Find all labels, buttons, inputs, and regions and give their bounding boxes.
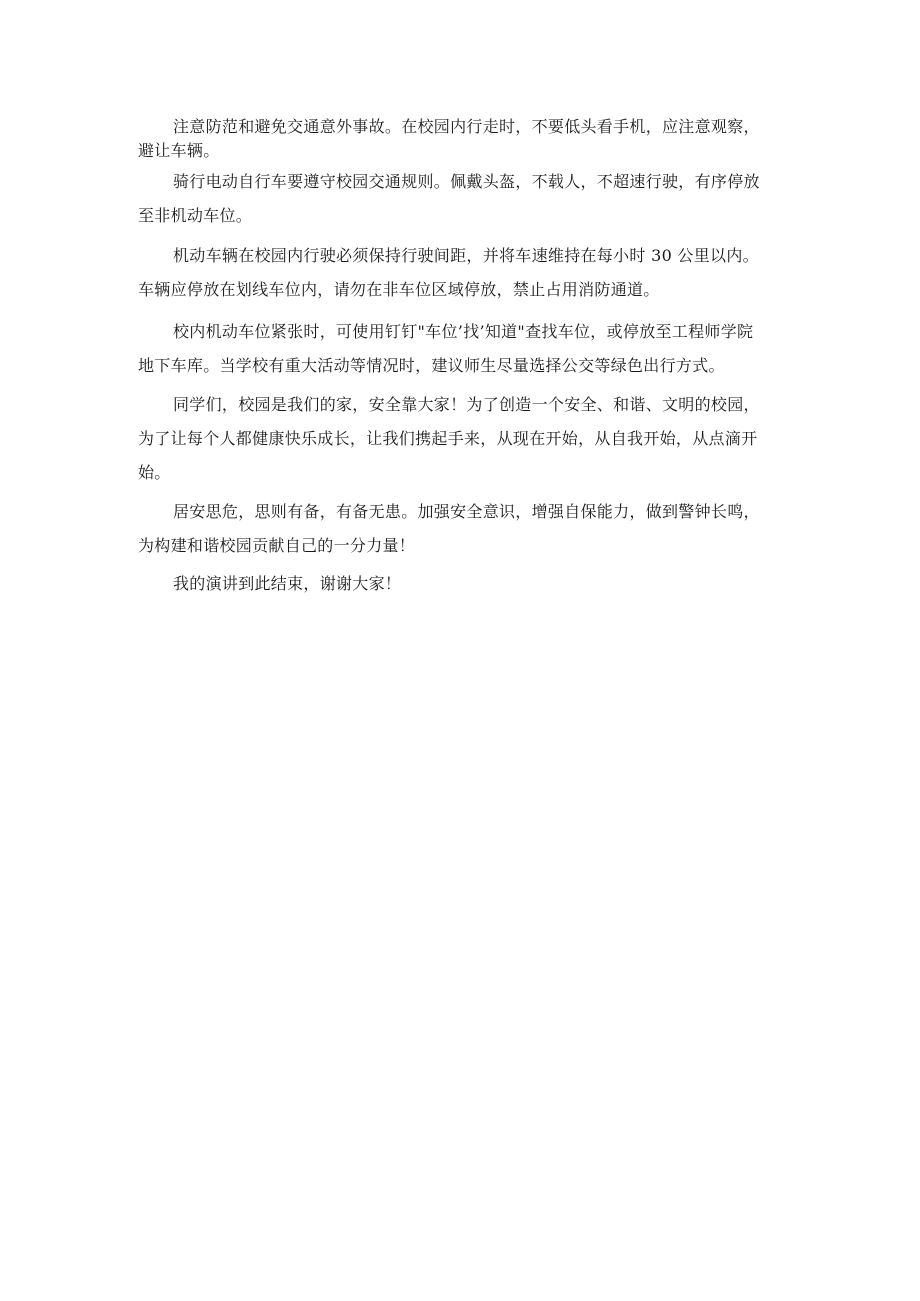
paragraph-line: 机动车辆在校园内行驶必须保持行驶间距，并将车速维持在每小时 30 公里以内。 xyxy=(173,246,759,265)
paragraph-safety-awareness xyxy=(138,500,788,558)
paragraph-motor-vehicles xyxy=(138,244,788,302)
paragraph-line: 我的演讲到此结束，谢谢大家！ xyxy=(173,574,402,593)
paragraph-line: 始。 xyxy=(138,463,171,482)
paragraph-line: 避让车辆。 xyxy=(138,141,220,160)
paragraph-line: 至非机动车位。 xyxy=(138,206,253,225)
paragraph-line: 为了让每个人都健康快乐成长，让我们携起手来，从现在开始，从自我开始，从点滴开 xyxy=(138,429,758,448)
paragraph-line: 居安思危，思则有备，有备无患。加强安全意识，增强自保能力，做到警钟长鸣， xyxy=(173,502,760,521)
paragraph-line: 车辆应停放在划线车位内，请勿在非车位区域停放，禁止占用消防通道。 xyxy=(138,280,660,299)
paragraph-closing xyxy=(138,572,788,596)
paragraph-line: 为构建和谐校园贡献自己的一分力量！ xyxy=(138,536,416,555)
paragraph-line: 地下车库。当学校有重大活动等情况时，建议师生尽量选择公交等绿色出行方式。 xyxy=(138,356,725,375)
paragraph-parking-tips xyxy=(138,320,788,378)
paragraph-ebike-rules xyxy=(138,170,788,228)
paragraph-call-to-action xyxy=(138,393,788,485)
paragraph-traffic-safety xyxy=(138,115,788,163)
paragraph-line: 校内机动车位紧张时，可使用钉钉"车位’找’知道"查找车位，或停放至工程师学院 xyxy=(173,322,754,341)
paragraph-line: 骑行电动自行车要遵守校园交通规则。佩戴头盔，不载人，不超速行驶，有序停放 xyxy=(173,172,760,191)
paragraph-line: 注意防范和避免交通意外事故。在校园内行走时，不要低头看手机，应注意观察， xyxy=(173,117,760,136)
paragraph-line: 同学们，校园是我们的家，安全靠大家！为了创造一个安全、和谐、文明的校园， xyxy=(173,395,760,414)
